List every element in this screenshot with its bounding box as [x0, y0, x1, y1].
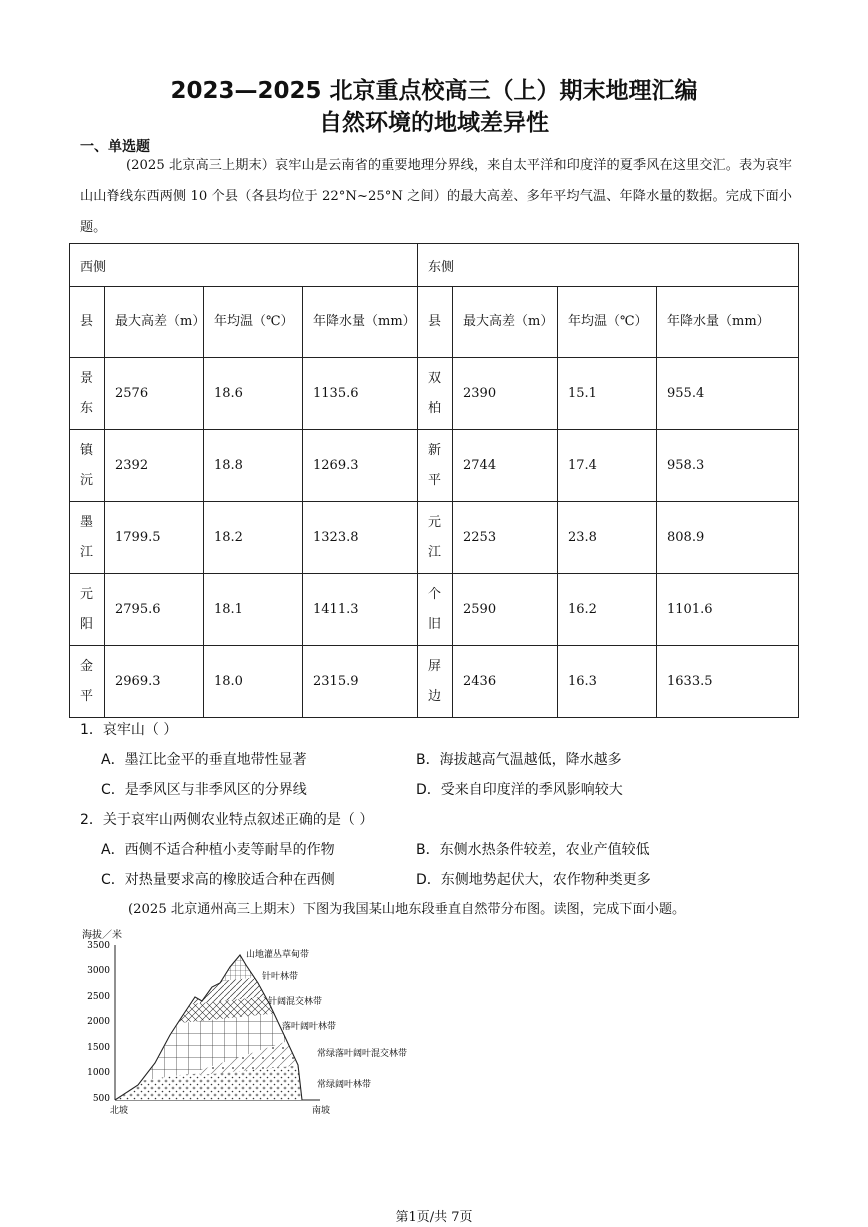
- west-temp: 18.8: [204, 430, 303, 502]
- table-row: [70, 646, 799, 718]
- west-rain: 1411.3: [303, 574, 418, 646]
- east-max-diff: 2590: [453, 574, 558, 646]
- east-temp: 17.4: [558, 430, 657, 502]
- label-coniferous: 针叶林带: [262, 972, 299, 982]
- question-1-stem: 1．哀牢山（ ）: [80, 722, 178, 738]
- question-1-option-b[interactable]: B．海拔越高气温越低，降水越多: [416, 752, 622, 768]
- west-max-diff: 2795.6: [105, 574, 204, 646]
- label-evergreen-deciduous-mixed: 常绿落叶阔叶混交林带: [317, 1049, 408, 1059]
- east-max-diff: 2390: [453, 358, 558, 430]
- east-rain: 958.3: [657, 430, 799, 502]
- header-rain-west: 年降水量（mm）: [303, 287, 418, 358]
- question-2-option-a[interactable]: A．西侧不适合种植小麦等耐旱的作物: [101, 842, 335, 858]
- table-row: [70, 358, 799, 430]
- header-rain-east: 年降水量（mm）: [657, 287, 799, 358]
- west-temp: 18.0: [204, 646, 303, 718]
- page-title-line1: 2023—2025 北京重点校高三（上）期末地理汇编: [170, 78, 698, 104]
- west-county: 元阳: [70, 574, 105, 646]
- y-tick-2500: 2500: [87, 992, 110, 1002]
- west-county: 景东: [70, 358, 105, 430]
- east-county: 屏边: [418, 646, 453, 718]
- header-temp-east: 年均温（℃）: [558, 287, 657, 358]
- east-county: 个旧: [418, 574, 453, 646]
- header-county-west: 县: [70, 287, 105, 358]
- east-max-diff: 2744: [453, 430, 558, 502]
- east-temp: 15.1: [558, 358, 657, 430]
- y-axis-label: 海拔／米: [82, 930, 122, 941]
- east-rain: 955.4: [657, 358, 799, 430]
- east-rain: 1633.5: [657, 646, 799, 718]
- intro-paragraph-2: (2025 北京通州高三上期末）下图为我国某山地东段垂直自然带分布图。读图，完成下面小题。: [128, 902, 686, 917]
- x-label-south-slope: 南坡: [312, 1106, 331, 1116]
- west-max-diff: 2969.3: [105, 646, 204, 718]
- vertical-zone-diagram: [80, 925, 420, 1120]
- header-county-east: 县: [418, 287, 453, 358]
- west-rain: 1269.3: [303, 430, 418, 502]
- section-heading: 一、单选题: [80, 139, 150, 155]
- question-2-option-b[interactable]: B．东侧水热条件较差，农业产值较低: [416, 842, 650, 858]
- climate-data-table: [69, 243, 799, 718]
- east-rain: 808.9: [657, 502, 799, 574]
- east-temp: 16.2: [558, 574, 657, 646]
- east-county: 新平: [418, 430, 453, 502]
- label-shrub-meadow: 山地灌丛草甸带: [246, 950, 310, 960]
- label-deciduous-broadleaf: 落叶阔叶林带: [282, 1022, 337, 1032]
- table-row: [70, 502, 799, 574]
- east-rain: 1101.6: [657, 574, 799, 646]
- west-temp: 18.6: [204, 358, 303, 430]
- header-diff-west: 最大高差（m）: [105, 287, 204, 358]
- west-county: 镇沅: [70, 430, 105, 502]
- header-temp-west: 年均温（℃）: [204, 287, 303, 358]
- west-county: 墨江: [70, 502, 105, 574]
- label-evergreen-broadleaf: 常绿阔叶林带: [317, 1080, 372, 1090]
- west-county: 金平: [70, 646, 105, 718]
- table-row: [70, 430, 799, 502]
- east-county: 元江: [418, 502, 453, 574]
- y-tick-3500: 3500: [87, 941, 110, 951]
- question-2-option-d[interactable]: D．东侧地势起伏大，农作物种类更多: [416, 872, 651, 888]
- y-tick-2000: 2000: [87, 1017, 110, 1027]
- header-diff-east: 最大高差（m）: [453, 287, 558, 358]
- page-title-line2: 自然环境的地域差异性: [319, 110, 549, 136]
- table-row: [70, 574, 799, 646]
- east-county: 双柏: [418, 358, 453, 430]
- east-side-label: 东侧: [418, 244, 799, 287]
- question-1-option-d[interactable]: D．受来自印度洋的季风影响较大: [416, 782, 623, 798]
- west-rain: 2315.9: [303, 646, 418, 718]
- east-temp: 16.3: [558, 646, 657, 718]
- x-label-north-slope: 北坡: [110, 1106, 129, 1116]
- y-tick-1500: 1500: [87, 1043, 110, 1053]
- question-2-stem: 2．关于哀牢山两侧农业特点叙述正确的是（ ）: [80, 812, 374, 828]
- y-tick-500: 500: [92, 1094, 110, 1104]
- y-tick-1000: 1000: [87, 1068, 110, 1078]
- question-1-option-c[interactable]: C．是季风区与非季风区的分界线: [101, 782, 307, 798]
- west-max-diff: 1799.5: [105, 502, 204, 574]
- west-max-diff: 2576: [105, 358, 204, 430]
- east-max-diff: 2253: [453, 502, 558, 574]
- label-coniferous-mixed: 针阔混交林带: [268, 997, 323, 1007]
- west-temp: 18.1: [204, 574, 303, 646]
- intro-paragraph-1: (2025 北京高三上期末）哀牢山是云南省的重要地理分界线，来自太平洋和印度洋的夏季风在这里交汇。表为哀牢山山脊线东西两侧 10 个县（各县均位于 22°N~25°N 之间）的最大高差、多年平均气温、年降水量的数据。完成下面小题。: [80, 158, 792, 235]
- y-tick-3000: 3000: [87, 966, 110, 976]
- west-max-diff: 2392: [105, 430, 204, 502]
- east-max-diff: 2436: [453, 646, 558, 718]
- west-temp: 18.2: [204, 502, 303, 574]
- page-footer: 第1页/共 7页: [395, 1210, 473, 1225]
- west-rain: 1323.8: [303, 502, 418, 574]
- west-rain: 1135.6: [303, 358, 418, 430]
- question-1-option-a[interactable]: A．墨江比金平的垂直地带性显著: [101, 752, 307, 768]
- east-temp: 23.8: [558, 502, 657, 574]
- question-2-option-c[interactable]: C．对热量要求高的橡胶适合种在西侧: [101, 872, 335, 888]
- west-side-label: 西侧: [70, 244, 418, 287]
